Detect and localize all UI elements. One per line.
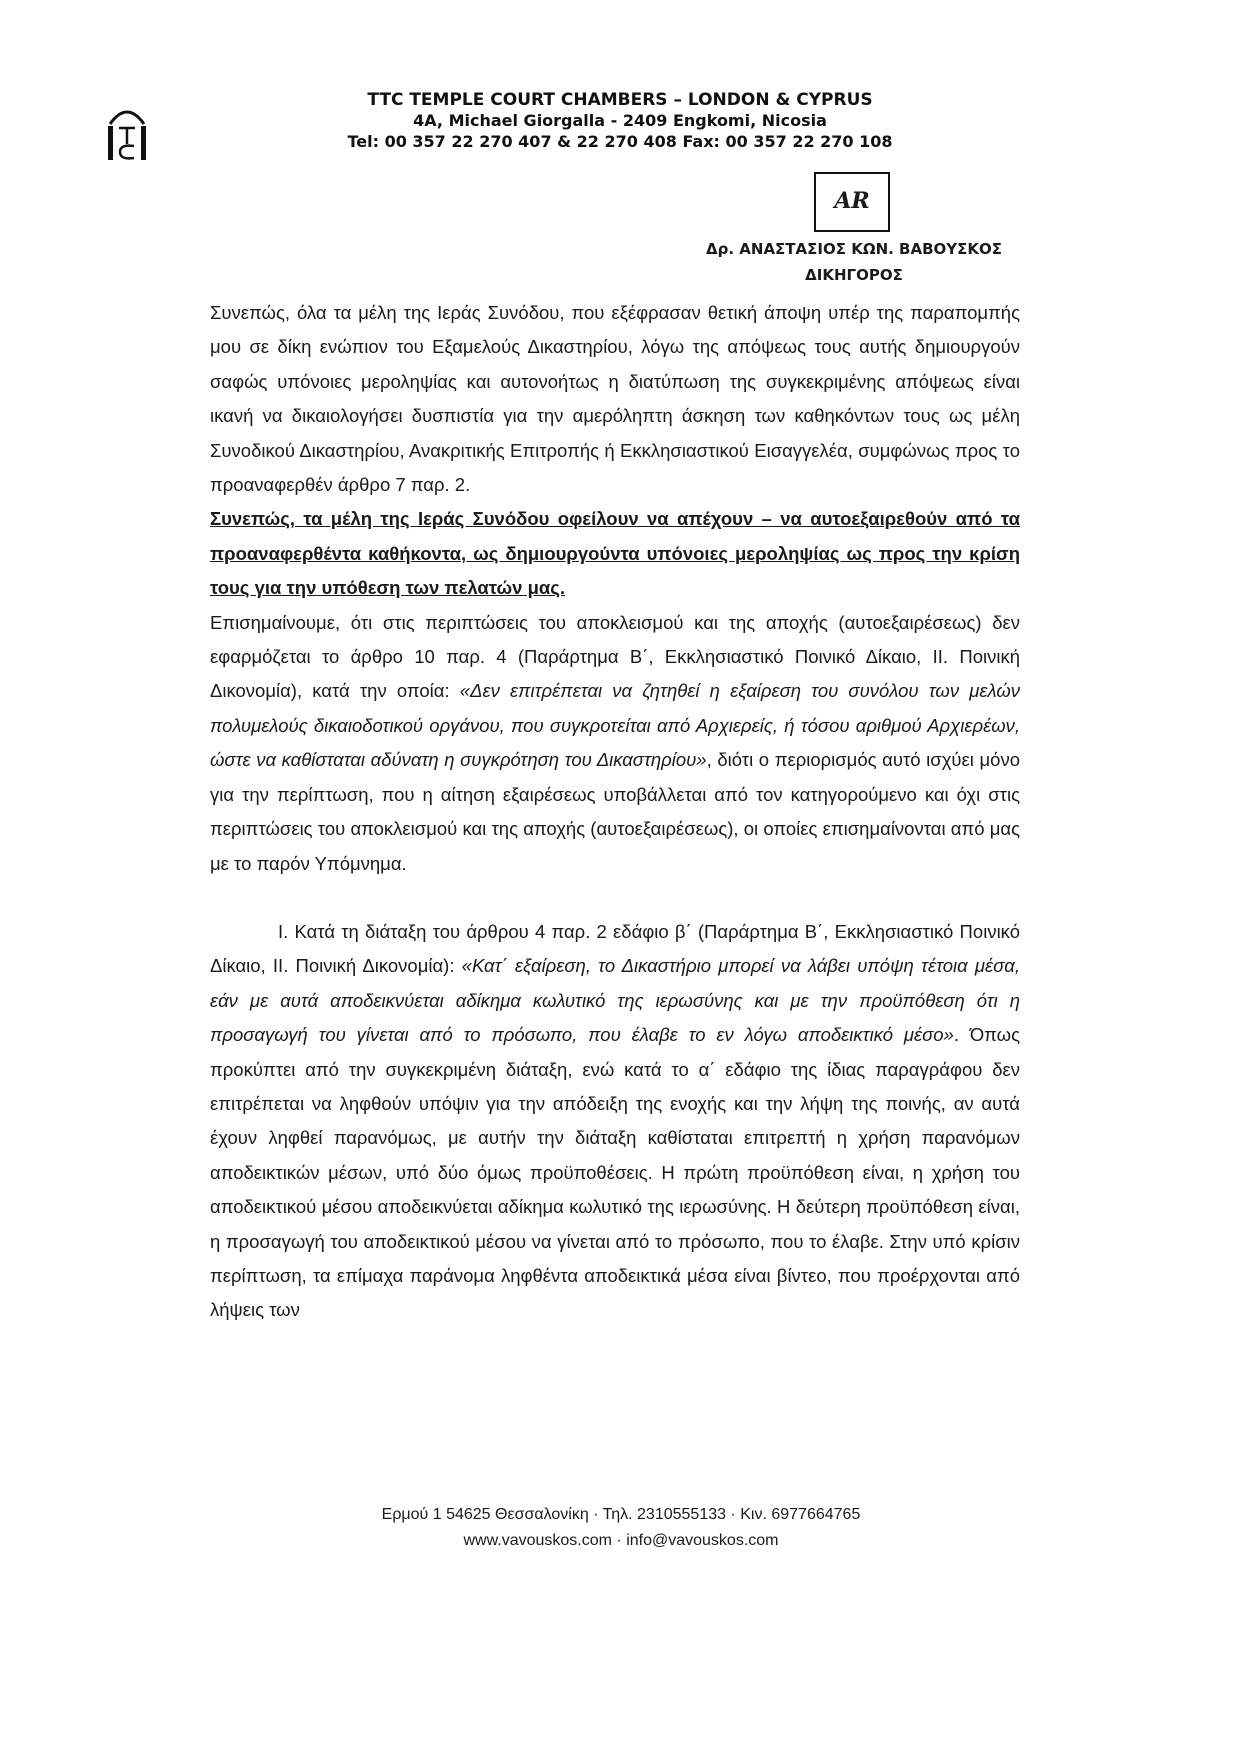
paragraph [210,606,1020,881]
footer-contact: Ερμού 1 54625 Θεσσαλονίκη · Τηλ. 2310555133 · Κιν. 6977664765 [381,1506,861,1523]
text-run: Ι. Κατά τη διάταξη του άρθρου 4 παρ. 2 εδάφιο β΄ (Παράρτημα Β΄, Εκκλησιαστικό Ποινικό Δίκαιο, ΙΙ. Ποινική Δικονομία): [210,920,1020,977]
text-run: Επισημαίνουμε, ότι στις περιπτώσεις του αποκλεισμού και της αποχής (αυτοεξαιρέσεως) δεν εφαρμόζεται το άρθρο 10 παρ. 4 (Παράρτημα Β΄, Εκκλησιαστικό Ποινικό Δίκαιο, ΙΙ. Ποινική Δικονομία), κατά την οποία: [210,611,1020,702]
paragraph [210,915,1020,1328]
quoted-text: «Κατ΄ εξαίρεση, το Δικαστήριο μπορεί να λάβει υπόψη τέτοια μέσα, εάν με αυτά αποδεικνύεται αδίκημα κωλυτικό της ιερωσύνης και με την προϋπόθεση ότι η προσαγωγή του γίνεται από το πρόσωπο, που έλαβε το εν λόγω αποδεικτικό μέσο» [210,955,1020,1046]
lawyer-block [706,236,1002,288]
lawyer-title: ΔΙΚΗΓΟΡΟΣ [805,266,903,284]
initials-stamp [814,172,890,232]
footer-web: www.vavouskos.com · info@vavouskos.com [463,1532,779,1549]
quoted-text: «Δεν επιτρέπεται να ζητηθεί η εξαίρεση του συνόλου των μελών πολυμελούς δικαιοδοτικού οργάνου, που συγκροτείται από Αρχιερείς, ή τόσου αριθμού Αρχιερέων, ώστε να καθίσταται αδύνατη η συγκρότηση του Δικαστηρίου» [210,680,1020,771]
page-footer [0,1502,1242,1554]
letterhead-firm-name: TTC TEMPLE COURT CHAMBERS – LONDON & CYPRUS [367,90,873,110]
lawyer-name: Δρ. ΑΝΑΣΤΑΣΙΟΣ ΚΩΝ. ΒΑΒΟΥΣΚΟΣ [706,240,1002,258]
firm-logo-icon [104,98,150,164]
text-run: . Όπως προκύπτει από την συγκεκριμένη διάταξη, ενώ κατά το α΄ εδάφιο της ίδιας παραγράφου δεν επιτρέπεται να ληφθούν υπόψιν για την απόδειξη της ενοχής και την λήψη της ποινής, αν αυτά έχουν ληφθεί παρανόμως, με αυτήν την διάταξη καθίσταται επιτρεπτή η χρήση παρανόμων αποδεικτικών μέσων, υπό δύο όμως προϋποθέσεις. Η πρώτη προϋπόθεση είναι, η χρήση του αποδεικτικού μέσου αποδεικνύεται αδίκημα κωλυτικό της ιερωσύνης. Η δεύτερη προϋπόθεση είναι, η προσαγωγή του αποδεικτικού μέσου να γίνεται από το πρόσωπο, που το έλαβε. Στην υπό κρίσιν περίπτωση, τα επίμαχα παράνομα ληφθέντα αποδεικτικά μέσα είναι βίντεο, που προέρχονται από λήψεις των [210,1024,1021,1321]
paragraph: Συνεπώς, όλα τα μέλη της Ιεράς Συνόδου, που εξέφρασαν θετική άποψη υπέρ της παραπομπής μου σε δίκη ενώπιον του Εξαμελούς Δικαστηρίου, λόγω της απόψεως τους αυτής δημιουργούν σαφώς υπόνοιες μεροληψίας και αυτονοήτως η διατύπωση της συγκεκριμένης απόψεως είναι ικανή να δικαιολογήσει δυσπιστία για την αμερόληπτη άσκηση των καθηκόντων τους ως μέλη Συνοδικού Δικαστηρίου, Ανακριτικής Επιτροπής ή Εκκλησιαστικού Εισαγγελέα, συμφώνως προς το προαναφερθέν άρθρο 7 παρ. 2. [210,302,1020,496]
emphasized-paragraph: Συνεπώς, τα μέλη της Ιεράς Συνόδου οφείλουν να απέχουν – να αυτοεξαιρεθούν από τα προαναφερθέντα καθήκοντα, ως δημιουργούντα υπόνοιες μεροληψίας ως προς την κρίση τους για την υπόθεση των πελατών μας. [210,508,1020,599]
stamp-initials: AR [834,188,870,214]
letterhead-contact: Tel: 00 357 22 270 407 & 22 270 408 Fax: 00 357 22 270 108 [347,132,893,151]
document-body [210,296,1020,1328]
text-run: , διότι ο περιορισμός αυτό ισχύει μόνο για την περίπτωση, που η αίτηση εξαιρέσεως υποβάλλεται από τον κατηγορούμενο και όχι στις περιπτώσεις του αποκλεισμού και της αποχής (αυτοεξαιρέσεως), οι οποίες επισημαίνονται από μας με το παρόν Υπόμνημα. [210,749,1020,874]
letterhead-address: 4A, Michael Giorgalla - 2409 Engkomi, Nicosia [413,111,827,130]
